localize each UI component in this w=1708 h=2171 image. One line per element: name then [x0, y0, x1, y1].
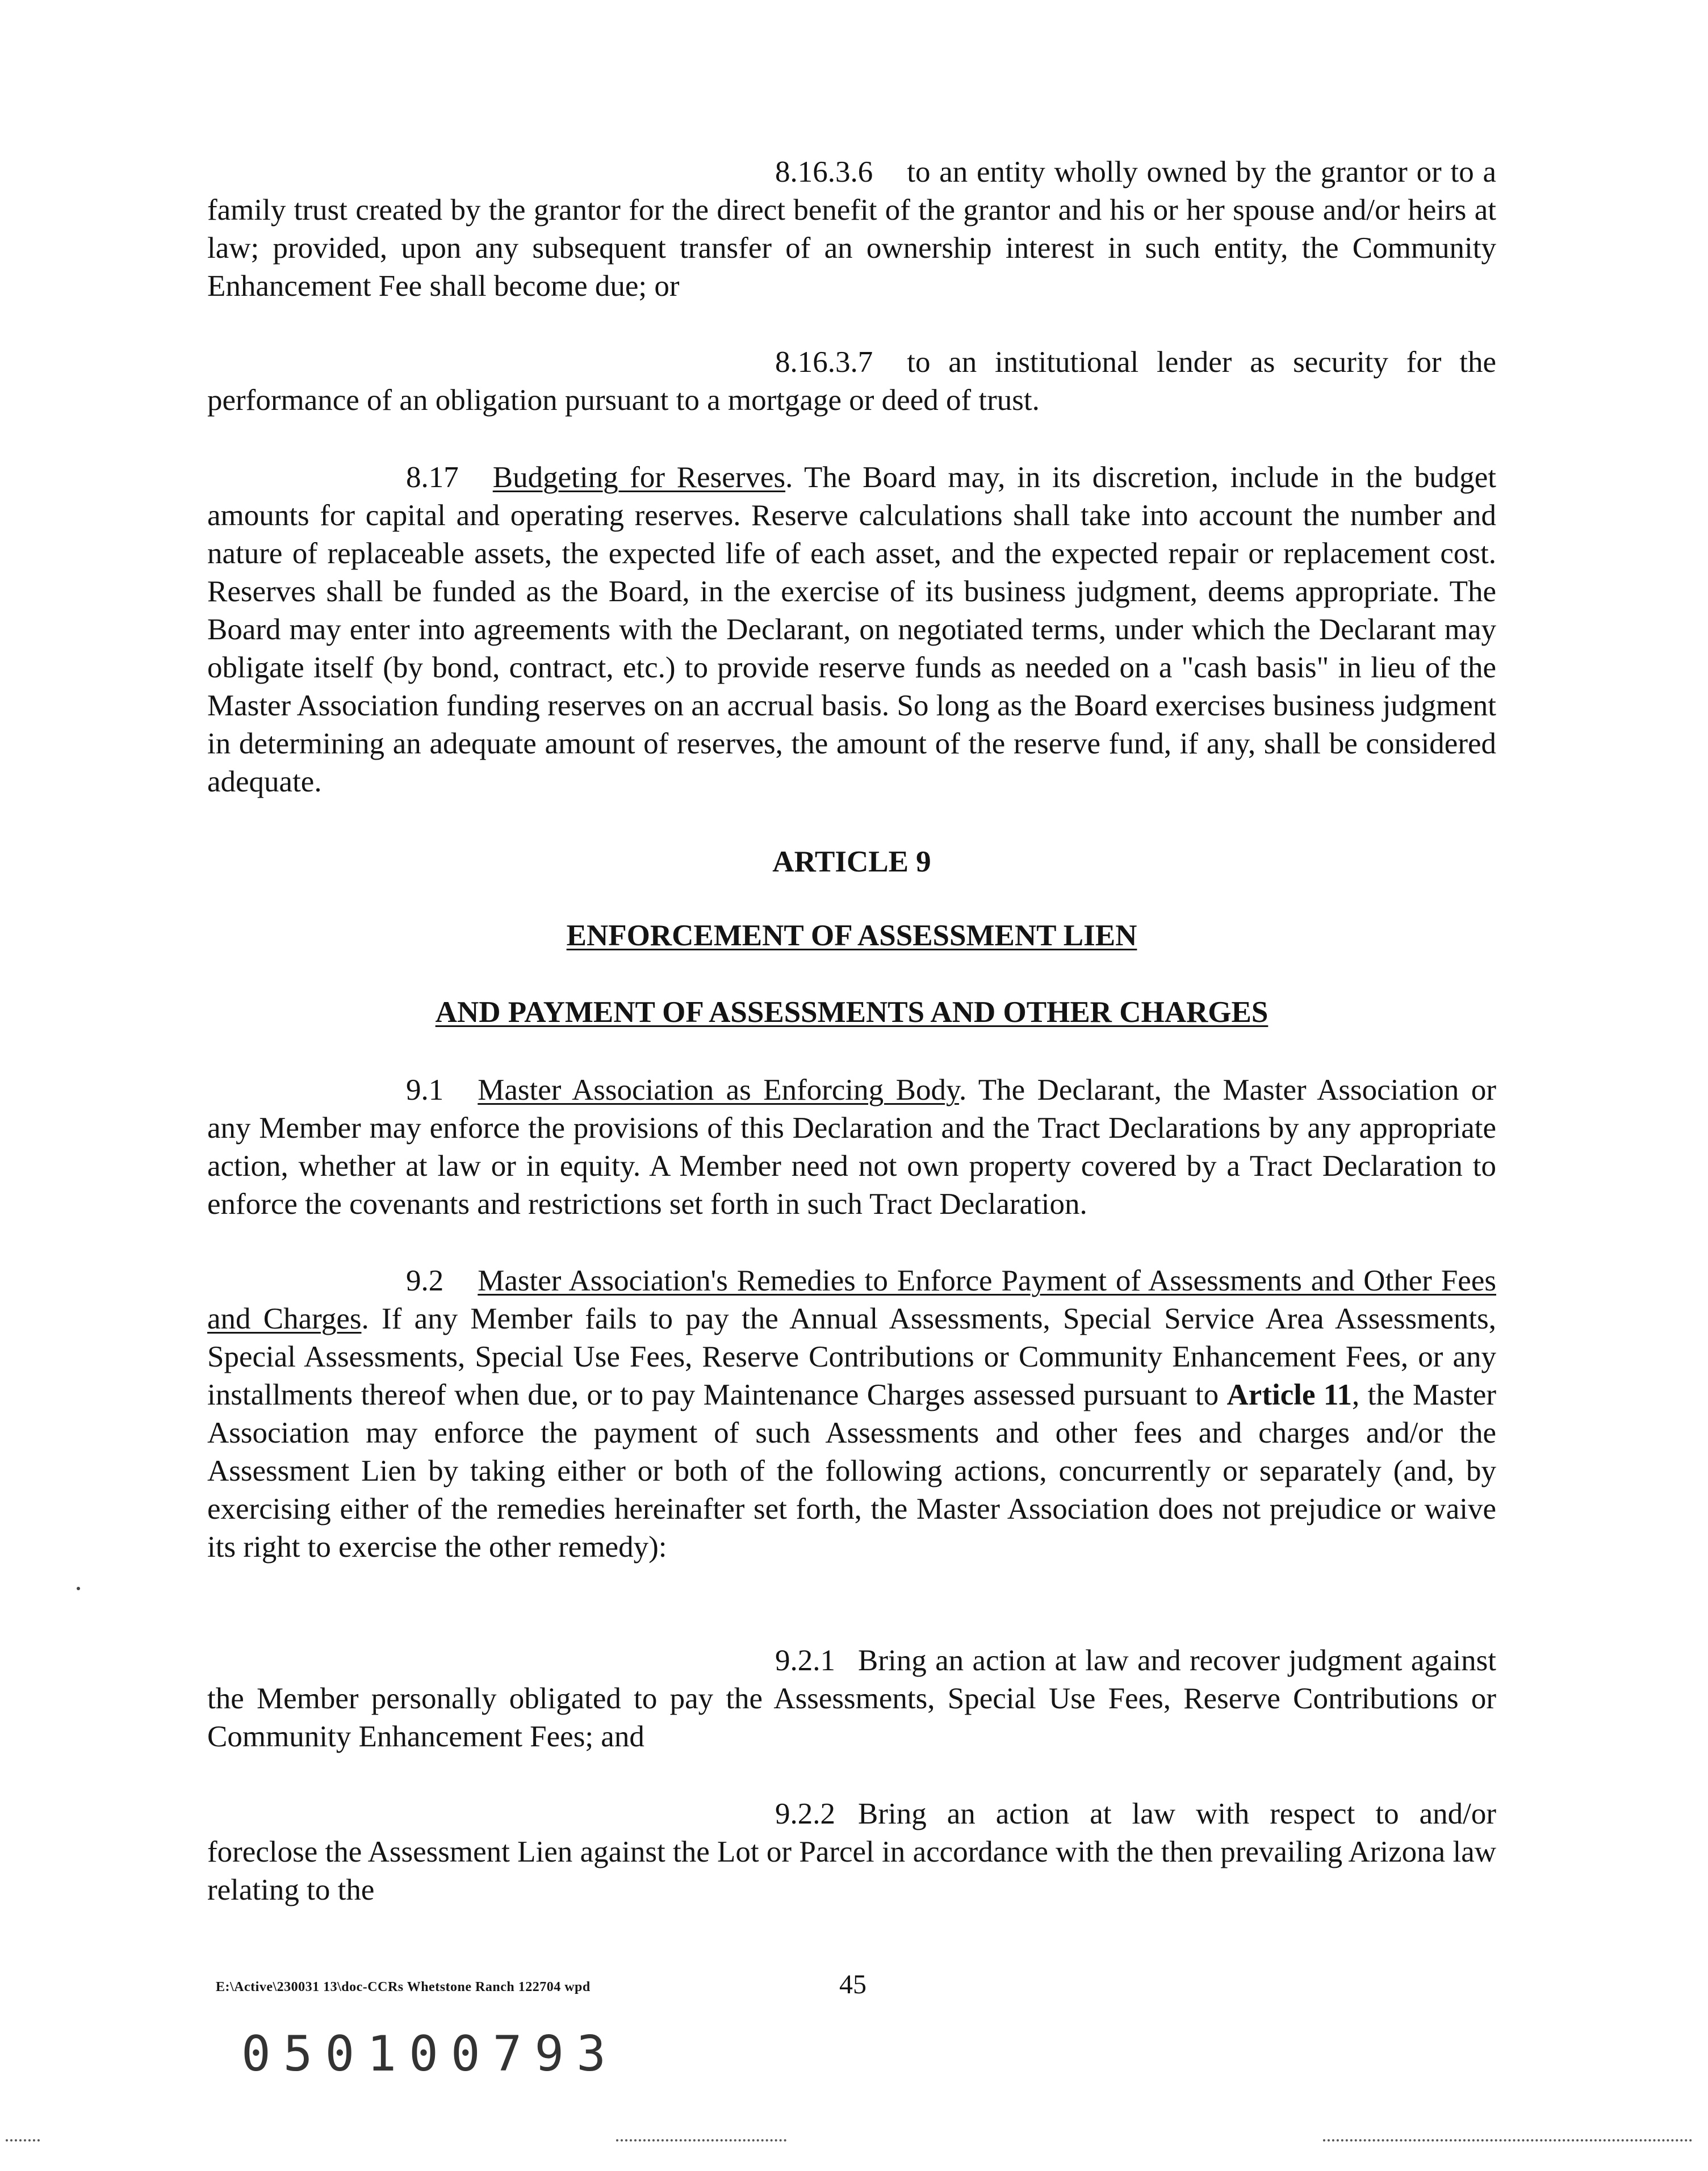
paragraph-text: . The Declarant, the Master Association or any Member may enforce the provisions of this Declaration and the Tract Declarations by any appropriate action, whether at law or in equity. A Member need not own property covered by a Tract Declaration to enforce the covenants and restrictions set forth in such Tract Declaration.	[207, 1074, 1496, 1221]
article-title-line-1	[207, 917, 1496, 955]
scan-artifact	[1323, 2139, 1692, 2148]
page-number: 45	[839, 1969, 866, 2000]
paragraph-9-2	[207, 1262, 1496, 1566]
article-title-text: ENFORCEMENT OF ASSESSMENT LIEN	[566, 919, 1137, 952]
paragraph-9-2-2	[207, 1795, 1496, 1909]
section-number: 8.17	[406, 461, 459, 494]
section-number: 9.2.1	[775, 1644, 835, 1677]
paragraph-text: Bring an action at law with respect to and/or foreclose the Assessment Lien against the Lot or Parcel in accordance with the then prevailing Arizona law relating to the	[207, 1797, 1496, 1906]
section-number: 8.16.3.7	[775, 346, 873, 379]
paragraph-text-continued: , the Master Association may enforce the payment of such Assessments and other fees and charges and/or the Assessment Lien by taking either or both of the following actions, concurrently or separately (and, by exercising either of the remedies hereinafter set forth, the Master Association does not prejudice or waive its right to exercise the other remedy):	[207, 1378, 1496, 1564]
section-number: 9.2	[406, 1264, 444, 1297]
scan-artifact	[616, 2139, 786, 2148]
footer-file-path: E:\Active\230031 13\doc-CCRs Whetstone Ranch 122704 wpd	[216, 1980, 591, 1994]
paragraph-text: to an institutional lender as security for the performance of an obligation pursuant to a mortgage or deed of trust.	[207, 346, 1496, 417]
article-title-line-2	[207, 994, 1496, 1032]
article-label: ARTICLE 9	[772, 845, 931, 878]
paragraph-8-16-3-7	[207, 343, 1496, 420]
paragraph-9-1	[207, 1071, 1496, 1223]
paragraph-text: Bring an action at law and recover judgment against the Member personally obligated to pay the Assessments, Special Use Fees, Reserve Contributions or Community Enhancement Fees; and	[207, 1644, 1496, 1753]
section-title: Master Association's Remedies to Enforce Payment of Assessments and Other Fees and Charges	[207, 1264, 1496, 1335]
section-number: 9.2.2	[775, 1797, 835, 1830]
section-title: Budgeting for Reserves	[492, 461, 786, 494]
section-title: Master Association as Enforcing Body	[478, 1074, 960, 1107]
scan-artifact	[77, 1587, 80, 1590]
paragraph-text: . The Board may, in its discretion, include in the budget amounts for capital and operating reserves. Reserve calculations shall take into account the number and nature of replaceable assets, the expected life of each asset, and the expected repair or replacement cost. Reserves shall be funded as the Board, in the exercise of its business judgment, deems appropriate. The Board may enter into agreements with the Declarant, on negotiated terms, under which the Declarant may obligate itself (by bond, contract, etc.) to provide reserve funds as needed on a "cash basis" in lieu of the Master Association funding reserves on an accrual basis. So long as the Board exercises business judgment in determining an adequate amount of reserves, the amount of the reserve fund, if any, shall be considered adequate.	[207, 461, 1496, 798]
paragraph-8-17	[207, 459, 1496, 801]
paragraph-9-2-1	[207, 1642, 1496, 1756]
document-number: 050100793	[241, 2026, 618, 2082]
article-reference: Article 11	[1226, 1378, 1352, 1411]
paragraph-text: . If any Member fails to pay the Annual Assessments, Special Service Area Assessments, Special Assessments, Special Use Fees, Reserve Contributions or Community Enhancement Fees, or any installments thereof when due, or to pay Maintenance Charges assessed pursuant to	[207, 1302, 1496, 1411]
scan-artifact	[6, 2139, 40, 2148]
section-number: 8.16.3.6	[775, 156, 873, 188]
paragraph-8-16-3-6	[207, 153, 1496, 305]
section-number: 9.1	[406, 1074, 444, 1107]
paragraph-text: to an entity wholly owned by the grantor or to a family trust created by the grantor for the direct benefit of the grantor and his or her spouse and/or heirs at law; provided, upon any subsequent transfer of an ownership interest in such entity, the Community Enhancement Fee shall become due; or	[207, 156, 1496, 303]
article-title-text: AND PAYMENT OF ASSESSMENTS AND OTHER CHARGES	[435, 996, 1269, 1029]
